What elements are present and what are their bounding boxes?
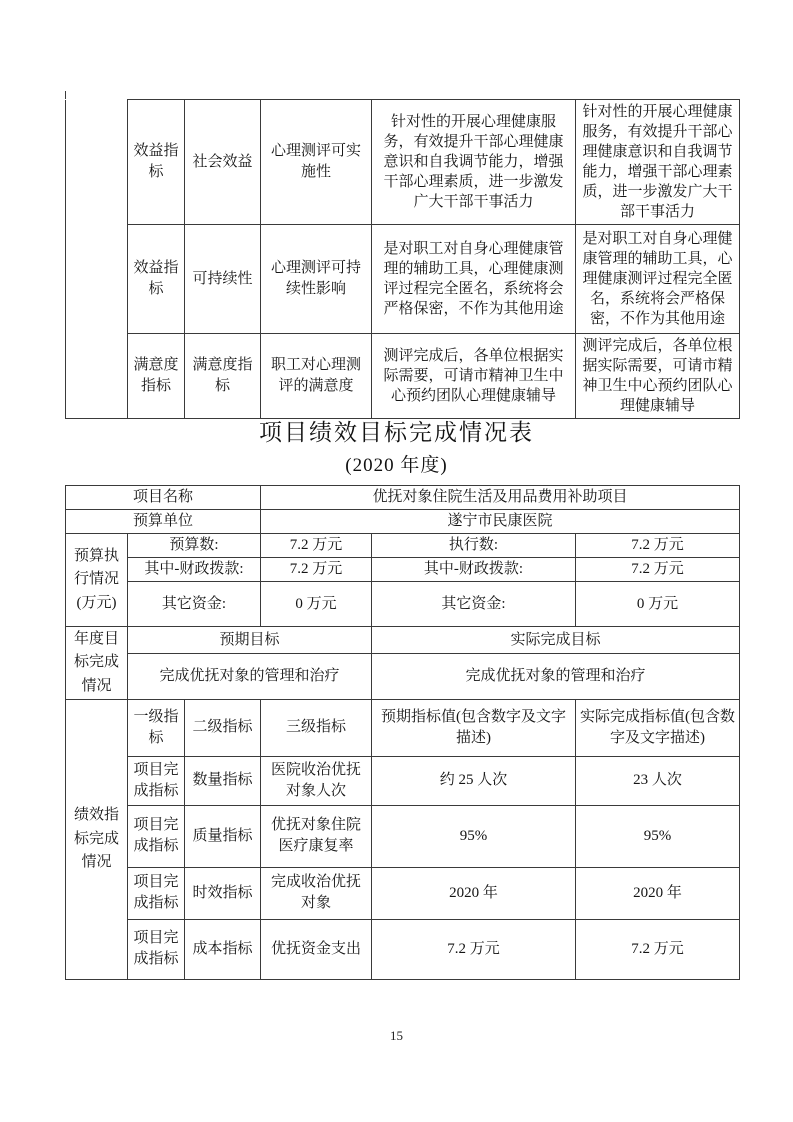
- expected-value-cell: 是对职工对自身心理健康管理的辅助工具，心理健康测评过程完全匿名，系统将会严格保密，不作为其他用途: [372, 225, 576, 334]
- table-row: [66, 756, 740, 805]
- budget-label: 其它资金:: [372, 582, 576, 627]
- header-level1: 一级指标: [128, 699, 185, 756]
- budget-label: 预算数:: [128, 534, 261, 558]
- budget-unit-value: 遂宁市民康医院: [261, 510, 740, 534]
- table-row: [66, 100, 740, 225]
- expected-value-cell: 测评完成后，各单位根据实际需要，可请市精神卫生中心预约团队心理健康辅导: [372, 334, 576, 419]
- table-row: [66, 334, 740, 419]
- actual-value-cell: 95%: [576, 805, 740, 867]
- level3-indicator-cell: 医院收治优抚对象人次: [261, 756, 372, 805]
- continued-indicator-table: [65, 99, 740, 419]
- level2-indicator-cell: 质量指标: [185, 805, 261, 867]
- level2-indicator-cell: 社会效益: [185, 100, 261, 225]
- level2-indicator-cell: 成本指标: [185, 919, 261, 979]
- level3-indicator-cell: 心理测评可持续性影响: [261, 225, 372, 334]
- budget-label: 执行数:: [372, 534, 576, 558]
- header-actual: 实际完成指标值(包含数字及文字描述): [576, 699, 740, 756]
- budget-value: 7.2 万元: [261, 534, 372, 558]
- performance-completion-table: [65, 485, 740, 980]
- budget-value: 7.2 万元: [576, 558, 740, 582]
- level1-indicator-cell: 效益指标: [128, 225, 185, 334]
- level3-indicator-cell: 职工对心理测评的满意度: [261, 334, 372, 419]
- table-row: [66, 919, 740, 979]
- table-row: [66, 534, 740, 558]
- table-row: [66, 225, 740, 334]
- expected-value-cell: 95%: [372, 805, 576, 867]
- budget-label: 其中-财政拨款:: [128, 558, 261, 582]
- table-row: [66, 627, 740, 654]
- level1-indicator-cell: 项目完成指标: [128, 919, 185, 979]
- page-title: 项目绩效目标完成情况表: [259, 420, 534, 445]
- actual-value-cell: 测评完成后，各单位根据实际需要，可请市精神卫生中心预约团队心理健康辅导: [576, 334, 740, 419]
- project-name-value: 优抚对象住院生活及用品费用补助项目: [261, 486, 740, 510]
- level2-indicator-cell: 满意度指标: [185, 334, 261, 419]
- budget-unit-label: 预算单位: [66, 510, 261, 534]
- page-subtitle: (2020 年度): [345, 455, 448, 476]
- table-row: [66, 699, 740, 756]
- actual-value-cell: 2020 年: [576, 867, 740, 919]
- level2-indicator-cell: 时效指标: [185, 867, 261, 919]
- level1-indicator-cell: 满意度指标: [128, 334, 185, 419]
- budget-value: 0 万元: [576, 582, 740, 627]
- table-row: [66, 486, 740, 510]
- perf-section-label: 绩效指标完成情况: [66, 699, 128, 979]
- header-level3: 三级指标: [261, 699, 372, 756]
- budget-value: 7.2 万元: [261, 558, 372, 582]
- header-expected: 预期指标值(包含数字及文字描述): [372, 699, 576, 756]
- actual-value-cell: 7.2 万元: [576, 919, 740, 979]
- table-row: [66, 558, 740, 582]
- table-row: [66, 654, 740, 699]
- budget-exec-section-label: 预算执行情况(万元): [66, 534, 128, 627]
- table-row: [66, 582, 740, 627]
- budget-label: 其中-财政拨款:: [372, 558, 576, 582]
- actual-value-cell: 针对性的开展心理健康服务，有效提升干部心理健康意识和自我调节能力，增强干部心理素质，进一步激发广大干部干事活力: [576, 100, 740, 225]
- expected-value-cell: 2020 年: [372, 867, 576, 919]
- level1-indicator-cell: 效益指标: [128, 100, 185, 225]
- actual-value-cell: 23 人次: [576, 756, 740, 805]
- level3-indicator-cell: 心理测评可实施性: [261, 100, 372, 225]
- expected-goal-value: 完成优抚对象的管理和治疗: [128, 654, 372, 699]
- level2-indicator-cell: 数量指标: [185, 756, 261, 805]
- header-level2: 二级指标: [185, 699, 261, 756]
- continued-empty-cell: [66, 100, 128, 419]
- actual-goal-header: 实际完成目标: [372, 627, 740, 654]
- level1-indicator-cell: 项目完成指标: [128, 867, 185, 919]
- level1-indicator-cell: 项目完成指标: [128, 805, 185, 867]
- expected-value-cell: 约 25 人次: [372, 756, 576, 805]
- page-number: 15: [390, 1028, 403, 1043]
- actual-value-cell: 是对职工对自身心理健康管理的辅助工具，心理健康测评过程完全匿名，系统将会严格保密，不作为其他用途: [576, 225, 740, 334]
- budget-value: 0 万元: [261, 582, 372, 627]
- budget-value: 7.2 万元: [576, 534, 740, 558]
- level2-indicator-cell: 可持续性: [185, 225, 261, 334]
- table-row: [66, 510, 740, 534]
- table-row: [66, 805, 740, 867]
- level3-indicator-cell: 完成收治优抚对象: [261, 867, 372, 919]
- level3-indicator-cell: 优抚资金支出: [261, 919, 372, 979]
- table-row: [66, 867, 740, 919]
- budget-label: 其它资金:: [128, 582, 261, 627]
- project-name-label: 项目名称: [66, 486, 261, 510]
- actual-goal-value: 完成优抚对象的管理和治疗: [372, 654, 740, 699]
- level3-indicator-cell: 优抚对象住院医疗康复率: [261, 805, 372, 867]
- expected-value-cell: 针对性的开展心理健康服务，有效提升干部心理健康意识和自我调节能力，增强干部心理素质，进一步激发广大干部干事活力: [372, 100, 576, 225]
- annual-goal-section-label: 年度目标完成情况: [66, 627, 128, 700]
- level1-indicator-cell: 项目完成指标: [128, 756, 185, 805]
- expected-value-cell: 7.2 万元: [372, 919, 576, 979]
- expected-goal-header: 预期目标: [128, 627, 372, 654]
